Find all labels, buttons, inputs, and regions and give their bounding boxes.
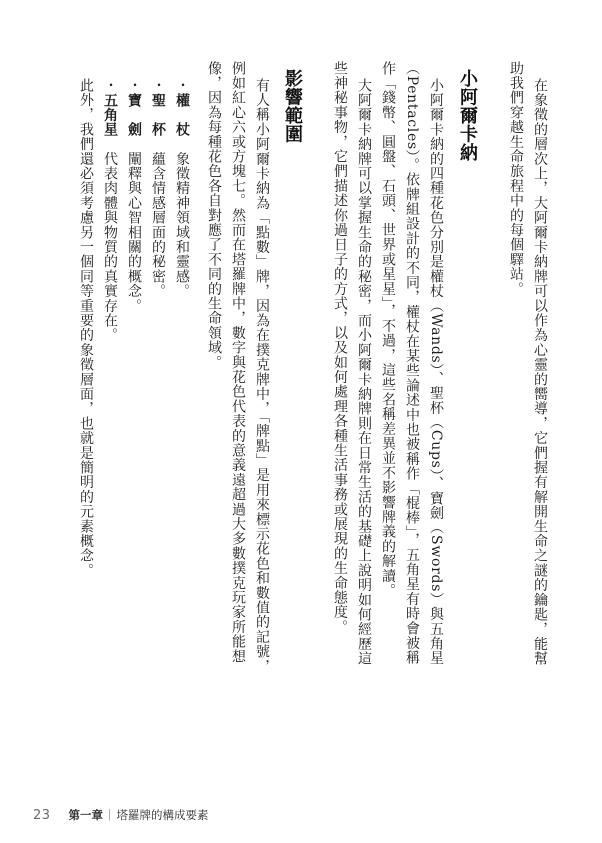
paragraph-line: 此外，我們還必須考慮另一個同等重要的象徵層面，也就是簡明的元素概念。	[78, 78, 94, 578]
intro-paragraph-line: 助我們穿越生命旅程中的每個驛站。	[508, 61, 524, 297]
chapter-title: 塔羅牌的構成要素	[116, 808, 209, 822]
list-item-cups	[146, 78, 170, 299]
list-term: 權 杖	[174, 92, 190, 137]
paragraph-line: 例如紅心六或方塊七。然而在塔羅牌中，數字與花色代表的意義遠超過大多數撲克玩家所能想	[230, 61, 246, 664]
list-item-pentacles	[98, 78, 122, 343]
page-number: 23	[33, 807, 51, 823]
list-description: 代表肉體與物質的真實存在。	[102, 151, 118, 343]
paragraph-line: 像，因為每種花色各自對應了不同的生命領域。	[206, 61, 222, 370]
footer-separator: ｜	[104, 808, 116, 822]
paragraph-line: （Pentacles）。依牌組設計的不同，權杖在某些論述中也被稱作「棍棒」，五角星有時會被稱	[404, 61, 420, 666]
list-item-wands	[170, 78, 194, 299]
chapter-label: 第一章	[68, 808, 104, 822]
paragraph-line: 些神秘事物，它們描述你過日子的方式，以及如何處理各種生活事務或展現的生命態度。	[332, 61, 348, 635]
list-bullet: ・	[174, 78, 190, 93]
list-description: 闡釋與心智相關的概念。	[126, 151, 142, 314]
list-term: 聖 杯	[150, 92, 166, 137]
section-heading-sphere-of-influence: 影響範圍	[282, 69, 303, 144]
section-heading-minor-arcana: 小阿爾卡納	[457, 69, 478, 162]
page-footer	[33, 806, 209, 824]
list-item-swords	[122, 78, 146, 313]
list-bullet: ・	[102, 78, 118, 93]
paragraph-line: 小阿爾卡納的四種花色分別是權杖（Wands）、聖杯（Cups）、寶劍（Swords）與五角星	[428, 78, 444, 666]
intro-paragraph-line: 在象徵的層次上，大阿爾卡納牌可以作為心靈的嚮導，它們握有解開生命之謎的鑰匙，能幫	[532, 78, 548, 666]
paragraph-line: 大阿爾卡納牌可以掌握生命的秘密，而小阿爾卡納牌則在日常生活的基礎上說明如何經歷這	[356, 78, 372, 666]
list-bullet: ・	[126, 78, 142, 93]
list-bullet: ・	[150, 78, 166, 93]
list-description: 象徵精神領域和靈感。	[174, 151, 190, 299]
list-description: 蘊含情感層面的秘密。	[150, 151, 166, 299]
list-term: 寶 劍	[126, 92, 142, 137]
list-term: 五角星	[102, 92, 118, 137]
paragraph-line: 作「錢幣、圓盤、石頭、世界或星星」，不過，這些名稱差異並不影響牌義的解讀。	[380, 61, 396, 598]
paragraph-line: 有人稱小阿爾卡納為「點數」牌，因為在撲克牌中，「牌點」是用來標示花色和數值的記號，	[254, 78, 270, 674]
